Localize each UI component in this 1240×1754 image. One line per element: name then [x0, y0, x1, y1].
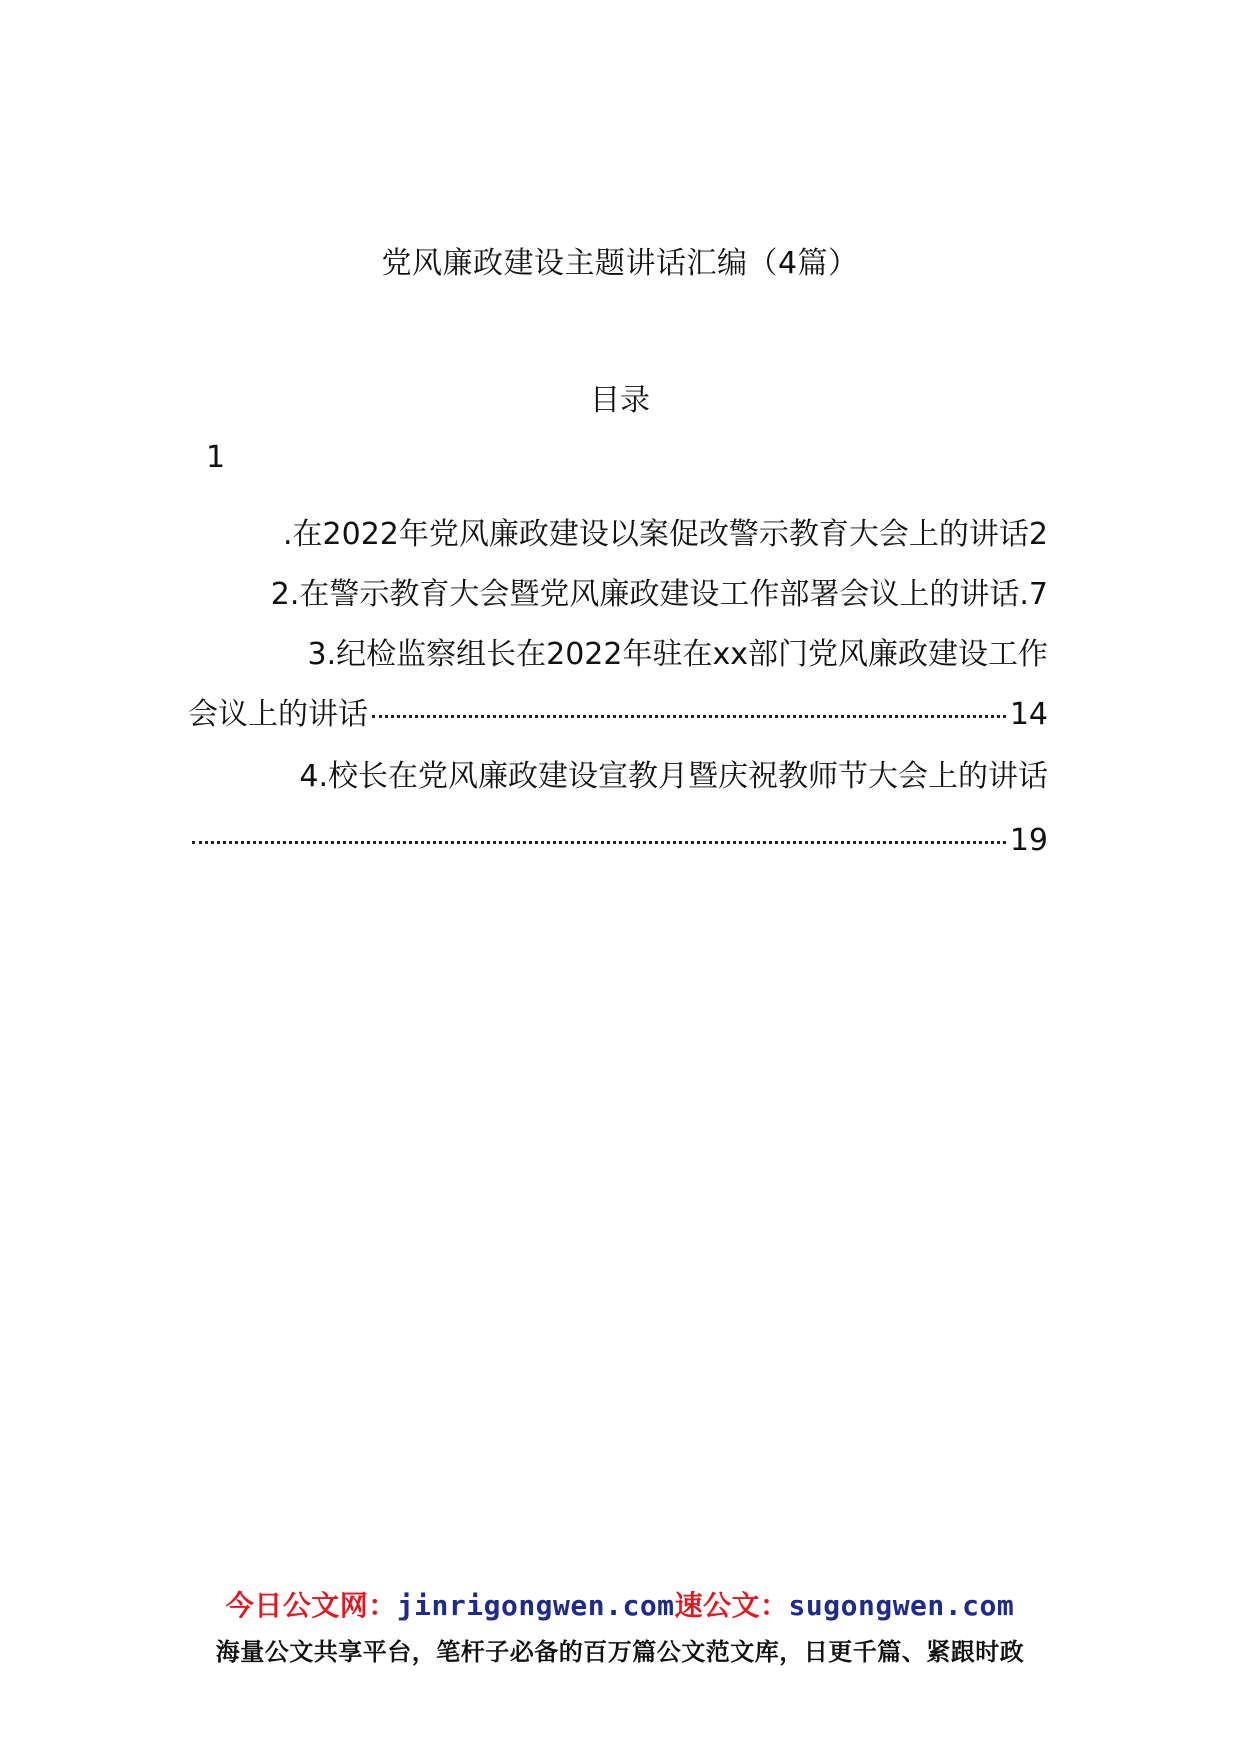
- toc-entry-4-page: 19: [1009, 823, 1048, 858]
- toc-entry-2-page: 7: [1028, 577, 1048, 612]
- toc-heading: 目录: [590, 383, 650, 418]
- toc-entry-3-continuation[interactable]: [188, 682, 1048, 748]
- toc-entry-4[interactable]: [188, 744, 1048, 810]
- toc-entry-2[interactable]: [188, 562, 1048, 628]
- toc-entry-4-line1: 4.校长在党风廉政建设宣教月暨庆祝教师节大会上的讲话: [299, 759, 1048, 794]
- site2-name: 速公文：: [674, 1589, 789, 1622]
- dot-leader: [372, 715, 1006, 718]
- toc-entry-1-page: 2: [1028, 517, 1048, 552]
- toc-entry-3-line2: 会议上的讲话: [188, 697, 368, 732]
- toc-entry-3-line1: 3.纪检监察组长在2022年驻在xx部门党风廉政建设工作: [307, 637, 1048, 672]
- dot-leader: [192, 841, 1006, 844]
- site2-url[interactable]: sugongwen.com: [788, 1589, 1015, 1622]
- toc-entry-1-text: .在2022年党风廉政建设以案促改警示教育大会上的讲话: [283, 517, 1029, 552]
- stray-number: 1: [206, 440, 226, 475]
- toc-entry-1[interactable]: [188, 502, 1048, 568]
- document-title: 党风廉政建设主题讲话汇编（4篇）: [381, 246, 859, 281]
- toc-entry-3-page: 14: [1009, 697, 1048, 732]
- site1-name: 今日公文网：: [225, 1589, 397, 1622]
- footer-slogan: 海量公文共享平台，笔杆子必备的百万篇公文范文库，日更千篇、紧跟时政: [215, 1638, 1025, 1666]
- footer-sites: [0, 1584, 1240, 1624]
- toc-entry-4-continuation[interactable]: [188, 808, 1048, 874]
- toc-entry-2-text: 2.在警示教育大会暨党风廉政建设工作部署会议上的讲话.: [270, 577, 1029, 612]
- toc-entry-3[interactable]: [188, 622, 1048, 688]
- site1-url[interactable]: jinrigongwen.com: [396, 1589, 675, 1622]
